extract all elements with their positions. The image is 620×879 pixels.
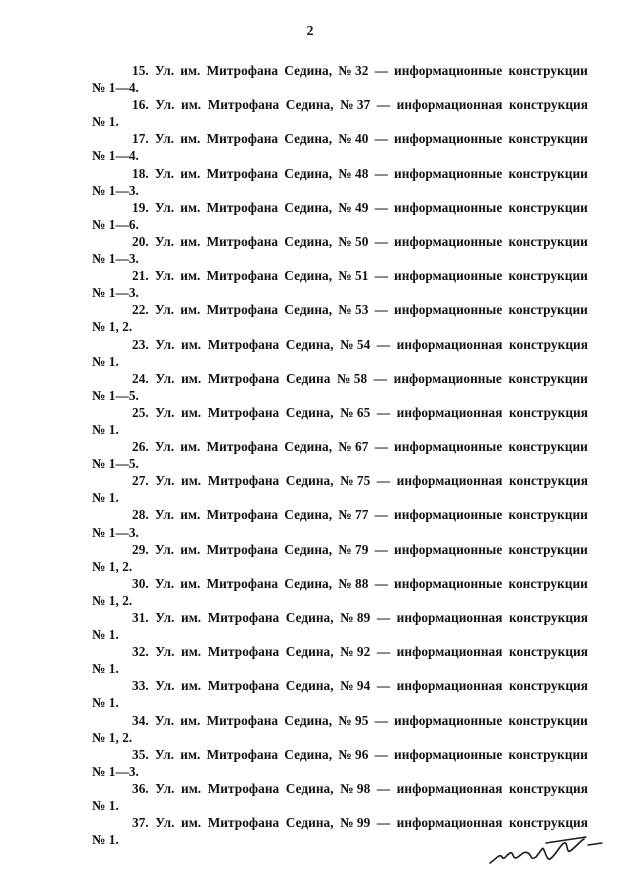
list-item-word: № 67 xyxy=(338,439,369,455)
list-item-word: информационные xyxy=(394,199,503,215)
list-item-word: 18. xyxy=(132,165,149,181)
list-item-line xyxy=(92,814,588,831)
list-item-continuation: № 1, 2. xyxy=(92,319,133,335)
list-item-word: конструкция xyxy=(509,473,588,489)
list-item-word: Митрофана xyxy=(206,233,279,249)
list-item-word: Митрофана xyxy=(206,541,279,557)
list-item-word: им. xyxy=(180,610,202,625)
list-item-word: — xyxy=(376,404,391,420)
list-item-word: Ул. xyxy=(155,473,175,489)
list-item-word: 25. xyxy=(132,404,149,420)
list-item-word: Седина, xyxy=(284,63,333,78)
list-item-word: им. xyxy=(180,165,201,181)
list-item-word: конструкции xyxy=(508,268,588,284)
list-item-continuation: № 1. xyxy=(92,627,119,643)
list-item-word: Ул. xyxy=(155,815,175,831)
list-item-word: Седина, xyxy=(285,780,334,796)
list-item xyxy=(92,677,588,711)
list-item-word: Митрофана xyxy=(206,507,279,523)
list-item-word: № 32 xyxy=(338,63,369,78)
list-item-word: конструкции xyxy=(508,199,588,215)
list-item-word: информационные xyxy=(394,233,503,249)
list-item-word: информационные xyxy=(394,575,503,591)
list-item-word: конструкции xyxy=(508,63,588,78)
list-item-word: Ул. xyxy=(155,336,175,352)
list-item-word: Седина, xyxy=(285,610,334,625)
list-item-word: конструкции xyxy=(508,131,588,147)
list-item-line xyxy=(92,267,588,284)
list-item xyxy=(92,643,588,677)
list-item-word: — xyxy=(373,370,388,386)
list-item-word: — xyxy=(374,199,388,215)
list-item-word: Седина xyxy=(285,370,331,386)
list-item-word: конструкция xyxy=(509,780,588,796)
list-item-word: конструкции xyxy=(508,541,588,557)
list-item-word: Митрофана xyxy=(207,97,280,113)
list-item-word: конструкции xyxy=(508,439,588,455)
list-item-word: конструкция xyxy=(509,610,588,625)
list-item-word: 30. xyxy=(132,575,149,591)
list-item-word: Митрофана xyxy=(206,302,279,318)
list-item-word: им. xyxy=(180,507,201,523)
list-item xyxy=(92,780,588,814)
list-item-word: № 94 xyxy=(340,678,371,694)
list-item-word: им. xyxy=(180,575,201,591)
list-item xyxy=(92,336,588,370)
list-item-word: им. xyxy=(180,644,202,660)
list-item-word: № 54 xyxy=(340,336,371,352)
list-item-word: № 58 xyxy=(336,370,368,386)
list-item-word: Седина, xyxy=(284,233,333,249)
list-item-word: Ул. xyxy=(154,575,175,591)
list-item-word: Седина, xyxy=(284,131,333,147)
page-number: 2 xyxy=(306,24,314,39)
list-item-word: Ул. xyxy=(155,678,175,694)
list-item-word: Седина, xyxy=(284,439,333,455)
list-item-continuation: № 1—5. xyxy=(92,456,139,472)
list-item-word: Седина, xyxy=(285,678,334,694)
list-item-word: конструкции xyxy=(508,712,588,728)
list-item xyxy=(92,438,588,472)
list-item-word: Ул. xyxy=(154,302,175,318)
list-item-word: № 53 xyxy=(338,302,369,318)
list-item-line xyxy=(92,438,588,455)
address-list xyxy=(92,62,588,848)
list-item-word: Ул. xyxy=(154,199,175,215)
list-item-word: 33. xyxy=(132,678,149,694)
list-item-line xyxy=(92,404,588,421)
list-item xyxy=(92,301,588,335)
list-item-word: № 88 xyxy=(338,575,369,591)
list-item-line xyxy=(92,301,588,318)
list-item xyxy=(92,506,588,540)
list-item-word: 19. xyxy=(132,199,149,215)
list-item xyxy=(92,267,588,301)
list-item-line xyxy=(92,199,588,216)
list-item-word: 23. xyxy=(132,336,149,352)
list-item-word: конструкции xyxy=(508,165,588,181)
list-item-word: Митрофана xyxy=(206,199,279,215)
list-item-word: Седина, xyxy=(284,746,333,762)
list-item-line xyxy=(92,233,588,250)
list-item-word: — xyxy=(374,63,388,78)
list-item-word: им. xyxy=(180,746,201,762)
list-item-word: Митрофана xyxy=(207,610,280,625)
list-item-word: информационные xyxy=(394,507,503,523)
list-item-continuation: № 1—4. xyxy=(92,80,139,96)
list-item-word: информационная xyxy=(396,336,503,352)
list-item-word: информационные xyxy=(394,165,503,181)
list-item-word: 24. xyxy=(132,370,149,386)
list-item-line xyxy=(92,712,588,729)
list-item-word: информационные xyxy=(394,268,503,284)
list-item-word: — xyxy=(376,336,391,352)
list-item-word: Митрофана xyxy=(207,336,280,352)
list-item-word: Седина, xyxy=(285,473,334,489)
list-item-word: Митрофана xyxy=(206,131,279,147)
list-item-word: Ул. xyxy=(155,370,175,386)
list-item-word: информационные xyxy=(394,302,503,318)
list-item-word: Седина, xyxy=(285,404,334,420)
list-item-word: информационные xyxy=(393,370,502,386)
list-item-word: информационные xyxy=(394,439,503,455)
list-item-word: информационная xyxy=(396,678,503,694)
list-item-word: Ул. xyxy=(154,233,175,249)
list-item-line xyxy=(92,472,588,489)
list-item-word: № 95 xyxy=(338,712,369,728)
list-item-word: Ул. xyxy=(154,63,175,78)
list-item-word: № 75 xyxy=(340,473,371,489)
list-item-word: — xyxy=(376,610,391,625)
list-item-word: № 49 xyxy=(338,199,369,215)
list-item-word: — xyxy=(374,302,388,318)
list-item xyxy=(92,712,588,746)
list-item xyxy=(92,233,588,267)
list-item-continuation: № 1. xyxy=(92,798,119,814)
list-item-word: Седина, xyxy=(284,541,333,557)
list-item-word: Митрофана xyxy=(207,780,280,796)
list-item-word: — xyxy=(374,439,388,455)
list-item-word: — xyxy=(374,575,388,591)
list-item-word: информационные xyxy=(394,63,503,78)
list-item-word: Седина, xyxy=(285,97,334,113)
list-item-word: 15. xyxy=(132,63,149,78)
list-item-word: — xyxy=(374,507,388,523)
list-item-word: Седина, xyxy=(285,644,334,660)
list-item-line xyxy=(92,96,588,113)
list-item-word: им. xyxy=(180,131,201,147)
list-item-word: им. xyxy=(180,815,202,831)
list-item-word: конструкция xyxy=(509,404,588,420)
list-item-word: Ул. xyxy=(154,712,175,728)
list-item xyxy=(92,404,588,438)
list-item-line xyxy=(92,165,588,182)
list-item-continuation: № 1—3. xyxy=(92,524,139,540)
list-item-word: — xyxy=(374,131,388,147)
list-item-word: 29. xyxy=(132,541,149,557)
list-item-continuation: № 1. xyxy=(92,490,119,506)
list-item-continuation: № 1. xyxy=(92,421,119,437)
list-item-word: № 40 xyxy=(338,131,369,147)
list-item-word: 37. xyxy=(132,815,149,831)
list-item-word: № 92 xyxy=(340,644,371,660)
list-item-word: Ул. xyxy=(154,439,175,455)
list-item-word: Седина, xyxy=(284,199,333,215)
list-item xyxy=(92,130,588,164)
list-item-word: Седина, xyxy=(285,336,334,352)
list-item-word: 32. xyxy=(132,644,149,660)
list-item-word: — xyxy=(376,473,391,489)
list-item-word: Митрофана xyxy=(207,473,280,489)
list-item xyxy=(92,541,588,575)
list-item-continuation: № 1—3. xyxy=(92,182,139,198)
list-item-word: информационная xyxy=(396,780,503,796)
list-item-line xyxy=(92,62,588,79)
list-item-continuation: № 1, 2. xyxy=(92,558,133,574)
list-item-word: им. xyxy=(180,712,201,728)
list-item-word: 27. xyxy=(132,473,149,489)
list-item-word: информационная xyxy=(396,644,503,660)
list-item-line xyxy=(92,336,588,353)
list-item-continuation: № 1. xyxy=(92,353,119,369)
list-item-line xyxy=(92,643,588,660)
list-item-continuation: № 1. xyxy=(92,661,119,677)
list-item-word: № 89 xyxy=(340,610,371,625)
list-item-word: — xyxy=(376,644,391,660)
list-item-word: информационная xyxy=(396,610,503,625)
list-item-continuation: № 1—4. xyxy=(92,148,139,164)
list-item-word: информационная xyxy=(396,815,503,831)
list-item-word: конструкция xyxy=(509,97,588,113)
list-item xyxy=(92,472,588,506)
list-item-word: 21. xyxy=(132,268,149,284)
list-item-continuation: № 1. xyxy=(92,832,119,848)
list-item xyxy=(92,370,588,404)
list-item-word: № 96 xyxy=(338,746,369,762)
list-item-word: им. xyxy=(180,780,202,796)
list-item xyxy=(92,609,588,643)
list-item-word: — xyxy=(374,233,388,249)
list-item-word: им. xyxy=(180,336,202,352)
list-item-word: № 37 xyxy=(340,97,371,113)
list-item-word: им. xyxy=(180,541,201,557)
list-item-word: им. xyxy=(181,370,202,386)
list-item-word: — xyxy=(376,97,391,113)
list-item-word: № 65 xyxy=(340,404,371,420)
list-item-word: — xyxy=(376,678,391,694)
list-item-word: Митрофана xyxy=(207,815,280,831)
list-item-word: Митрофана xyxy=(207,644,280,660)
list-item-word: — xyxy=(376,815,391,831)
list-item xyxy=(92,62,588,96)
list-item-word: информационные xyxy=(394,712,503,728)
list-item-line xyxy=(92,780,588,797)
list-item-word: — xyxy=(374,165,388,181)
list-item-word: им. xyxy=(180,439,201,455)
list-item-word: Митрофана xyxy=(206,63,279,78)
list-item-word: конструкция xyxy=(509,644,588,660)
list-item-word: конструкция xyxy=(509,336,588,352)
list-item-continuation: № 1—3. xyxy=(92,763,139,779)
list-item-word: Митрофана xyxy=(207,370,280,386)
list-item-word: № 77 xyxy=(338,507,369,523)
list-item-word: информационные xyxy=(394,746,503,762)
list-item-word: конструкции xyxy=(508,507,588,523)
list-item-word: им. xyxy=(180,233,201,249)
list-item-word: Ул. xyxy=(154,541,175,557)
list-item-word: конструкции xyxy=(508,575,588,591)
list-item-word: им. xyxy=(180,268,201,284)
list-item-word: Ул. xyxy=(155,404,175,420)
list-item-word: им. xyxy=(180,63,201,78)
list-item-word: Митрофана xyxy=(206,439,279,455)
list-item-word: информационная xyxy=(396,404,503,420)
list-item-continuation: № 1, 2. xyxy=(92,592,133,608)
list-item-word: 17. xyxy=(132,131,149,147)
list-item-line xyxy=(92,746,588,763)
list-item-word: 28. xyxy=(132,507,149,523)
list-item-word: 20. xyxy=(132,233,149,249)
list-item-word: 22. xyxy=(132,302,149,318)
list-item xyxy=(92,165,588,199)
list-item-word: 26. xyxy=(132,439,149,455)
list-item-continuation: № 1—5. xyxy=(92,387,139,403)
list-item-word: № 51 xyxy=(338,268,369,284)
list-item-word: конструкции xyxy=(508,746,588,762)
list-item-word: № 79 xyxy=(338,541,369,557)
list-item-word: — xyxy=(374,541,388,557)
list-item-word: Седина, xyxy=(284,575,333,591)
list-item-line xyxy=(92,541,588,558)
list-item-word: 35. xyxy=(132,746,149,762)
list-item-word: информационные xyxy=(394,541,503,557)
list-item-word: № 99 xyxy=(340,815,371,831)
list-item-line xyxy=(92,506,588,523)
list-item xyxy=(92,96,588,130)
list-item-word: Митрофана xyxy=(206,165,279,181)
list-item-continuation: № 1. xyxy=(92,695,119,711)
list-item-continuation: № 1—3. xyxy=(92,285,139,301)
list-item-line xyxy=(92,130,588,147)
list-item-continuation: № 1. xyxy=(92,114,119,130)
list-item-word: Ул. xyxy=(154,746,175,762)
list-item-word: им. xyxy=(180,404,202,420)
list-item-word: № 50 xyxy=(338,233,369,249)
list-item-word: № 48 xyxy=(338,165,369,181)
list-item-line xyxy=(92,677,588,694)
list-item-word: Седина, xyxy=(284,268,333,284)
list-item-word: Митрофана xyxy=(206,268,279,284)
list-item-continuation: № 1—6. xyxy=(92,216,139,232)
list-item-word: Ул. xyxy=(154,268,175,284)
list-item-word: им. xyxy=(180,473,202,489)
list-item-word: — xyxy=(374,268,388,284)
list-item-word: Ул. xyxy=(154,165,175,181)
list-item-word: — xyxy=(376,780,391,796)
list-item-line xyxy=(92,370,588,387)
list-item-word: Ул. xyxy=(154,131,175,147)
list-item-word: Седина, xyxy=(284,712,333,728)
list-item-word: Седина, xyxy=(285,815,334,831)
list-item-word: Ул. xyxy=(154,507,175,523)
list-item-word: 34. xyxy=(132,712,149,728)
list-item-word: им. xyxy=(180,199,201,215)
list-item-line xyxy=(92,609,588,626)
list-item-word: Седина, xyxy=(284,507,333,523)
list-item-line xyxy=(92,575,588,592)
list-item-word: — xyxy=(374,746,388,762)
list-item-word: — xyxy=(374,712,388,728)
list-item-word: 16. xyxy=(132,97,149,113)
list-item-word: Митрофана xyxy=(206,712,279,728)
list-item-word: информационная xyxy=(396,97,503,113)
list-item-word: Митрофана xyxy=(207,404,280,420)
list-item xyxy=(92,746,588,780)
list-item-word: им. xyxy=(180,97,202,113)
list-item-word: Ул. xyxy=(155,780,175,796)
list-item-word: Седина, xyxy=(284,165,333,181)
list-item xyxy=(92,199,588,233)
signature-icon xyxy=(486,831,606,871)
list-item-word: конструкции xyxy=(508,370,588,386)
list-item-word: Ул. xyxy=(155,610,175,625)
list-item-word: конструкция xyxy=(509,678,588,694)
list-item-continuation: № 1—3. xyxy=(92,251,139,267)
list-item-word: им. xyxy=(180,302,201,318)
list-item-word: 36. xyxy=(132,780,149,796)
list-item xyxy=(92,575,588,609)
list-item-word: Митрофана xyxy=(206,746,279,762)
list-item-word: № 98 xyxy=(340,780,371,796)
list-item-word: 31. xyxy=(132,610,149,625)
list-item-word: конструкции xyxy=(508,302,588,318)
list-item-word: Митрофана xyxy=(206,575,279,591)
list-item-word: Митрофана xyxy=(207,678,280,694)
list-item-word: Ул. xyxy=(155,644,175,660)
list-item-word: информационные xyxy=(394,131,503,147)
list-item-word: конструкции xyxy=(508,233,588,249)
list-item-continuation: № 1, 2. xyxy=(92,729,133,745)
list-item-word: им. xyxy=(180,678,202,694)
list-item-word: Ул. xyxy=(155,97,175,113)
list-item-word: конструкция xyxy=(509,815,588,831)
list-item-word: информационная xyxy=(396,473,503,489)
list-item-word: Седина, xyxy=(284,302,333,318)
